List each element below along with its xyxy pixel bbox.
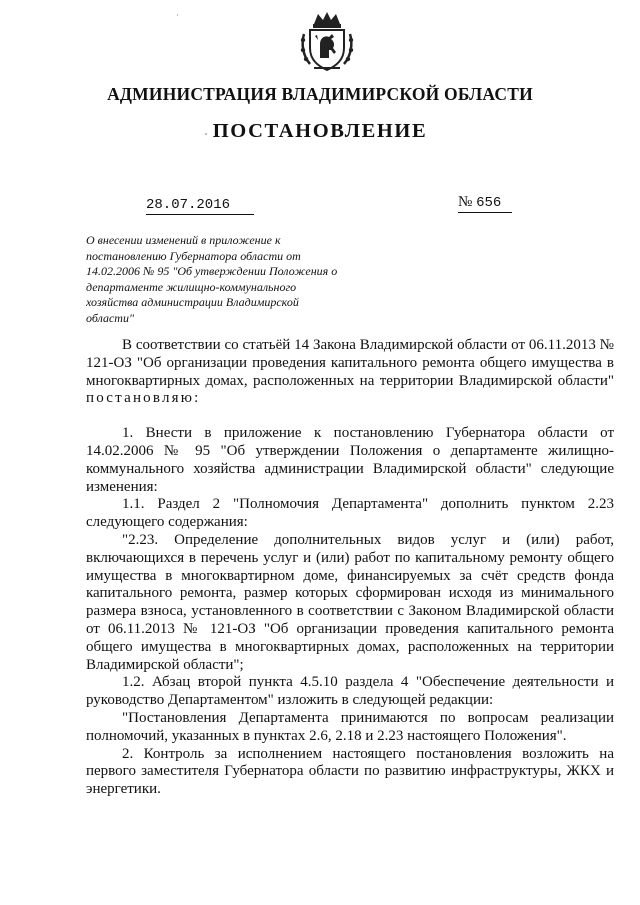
scan-speck: [177, 14, 178, 16]
document-subject: О внесении изменений в приложение к постановлению Губернатора области от 14.02.2006 № 95 "Об утверждении Положения о департаменте жилищно-коммунального хозяйства администрации Владимирской области": [86, 233, 338, 325]
paragraph-2-23: "2.23. Определение дополнительных видов услуг и (или) работ, включающихся в перечень услуг и (или) работ по капитальному ремонту общего имущества в многоквартирном доме, финансируемых за счёт средств фонда капитального ремонта, размер которых сформирован исходя из минимального размера взноса, установленного в соответствии с Законом Владимирской области от 06.11.2013 № 121-ОЗ "Об организации проведения капитального ремонта общего имущества в многоквартирных домах, расположенных на территории Владимирской области";: [86, 531, 614, 673]
paragraph-1: 1. Внести в приложение к постановлению Губернатора области от 14.02.2006 № 95 "Об утверждении Положения о департаменте жилищно-коммунального хозяйства администрации Владимирской области" следующие изменения:: [86, 425, 614, 495]
document-number: [458, 193, 512, 213]
paragraph-1-1: 1.1. Раздел 2 "Полномочия Департамента" дополнить пунктом 2.23 следующего содержания:: [86, 496, 614, 531]
preamble-text: В соответствии со статьёй 14 Закона Владимирской области от 06.11.2013 № 121-ОЗ "Об организации проведения капитального ремонта общего имущества в многоквартирных домах, расположенных на территории Владимирской области": [86, 337, 614, 389]
paragraph-1-2-text: "Постановления Департамента принимаются по вопросам реализации полномочий, указанных в пунктах 2.6, 2.18 и 2.23 настоящего Положения".: [86, 709, 614, 744]
preamble-paragraph: [86, 337, 614, 408]
organization-title: АДМИНИСТРАЦИЯ ВЛАДИМИРСКОЙ ОБЛАСТИ: [107, 84, 533, 104]
document-date: 28.07.2016: [146, 197, 254, 215]
number-sign: №: [458, 194, 473, 210]
decree-word: постановляю:: [86, 390, 201, 407]
vladimir-region-coat-of-arms-icon: [298, 10, 356, 72]
paragraph-2: 2. Контроль за исполнением настоящего постановления возложить на первого заместителя Губернатора области по развитию инфраструктуры, ЖКХ и энергетики.: [86, 745, 614, 798]
document-body: [86, 337, 614, 799]
number-value: 656: [476, 195, 502, 211]
paragraph-1-2: 1.2. Абзац второй пункта 4.5.10 раздела 4 "Обеспечение деятельности и руководство Департаментом" изложить в следующей редакции:: [86, 674, 614, 709]
document-type-title: ПОСТАНОВЛЕНИЕ: [212, 120, 428, 142]
